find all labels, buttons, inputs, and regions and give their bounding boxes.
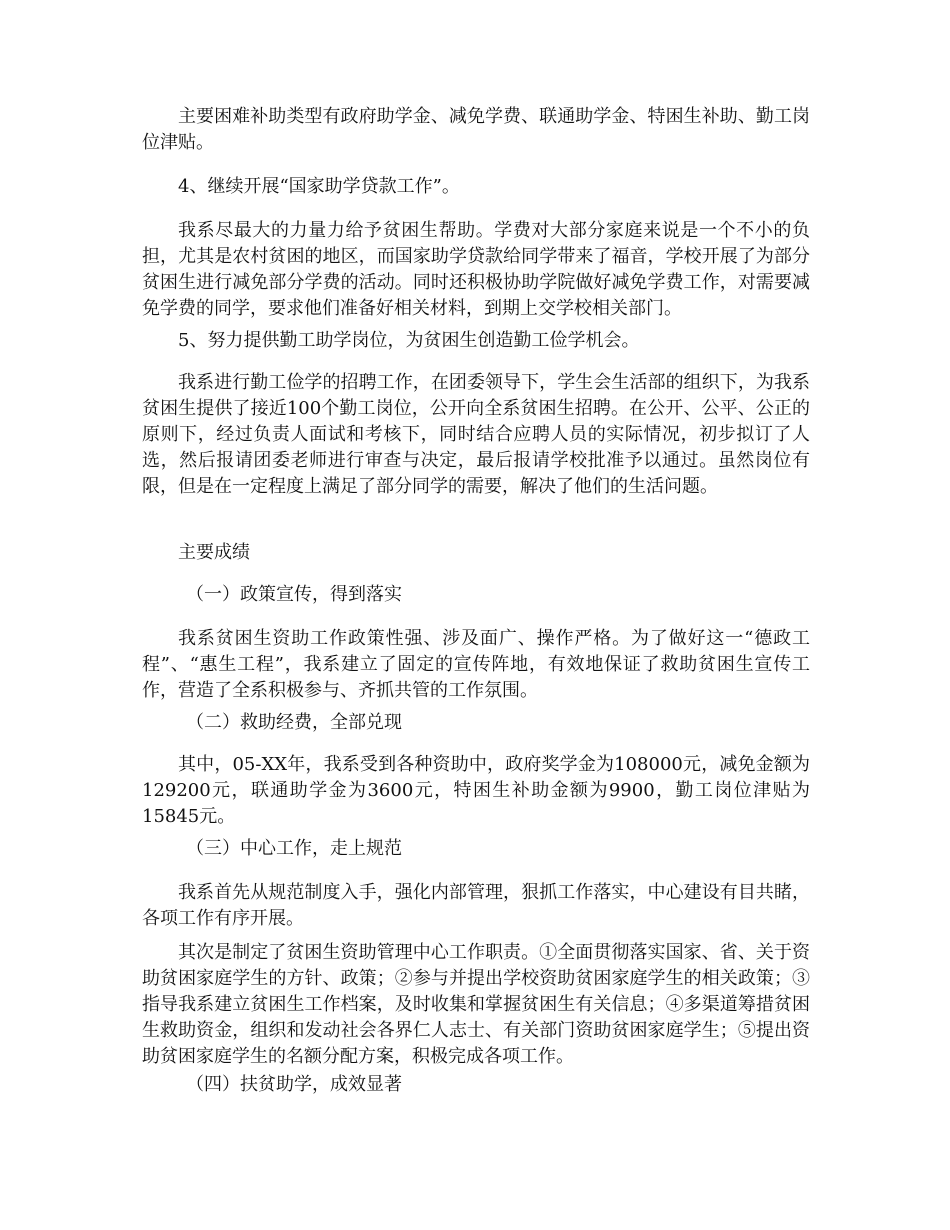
heading-item-4: 4、继续开展“国家助学贷款工作”。 [178, 176, 460, 197]
paragraph-funding-figures: 其中，05-XX年，我系受到各种资助中，政府奖学金为108000元，减免金额为129200元，联通助学金为3600元，特困生补助金额为9900，勤工岗位津贴为15845元。 [142, 754, 810, 827]
heading-section-2: （二）救助经费，全部兑现 [186, 712, 402, 733]
paragraph-loan-work: 我系尽最大的力量力给予贫困生帮助。学费对大部分家庭来说是一个不小的负担，尤其是农村贫困的地区，而国家助学贷款给同学带来了福音，学校开展了为部分贫困生进行减免部分学费的活动。同时还积极协助学院做好减免学费工作，对需要减免学费的同学，要求他们准备好相关材料，到期上交学校相关部门。 [142, 220, 810, 319]
paragraph-standardization: 我系首先从规范制度入手，强化内部管理，狠抓工作落实，中心建设有目共睹，各项工作有序开展。 [142, 882, 810, 929]
paragraph-work-study: 我系进行勤工俭学的招聘工作，在团委领导下，学生会生活部的组织下，为我系贫困生提供了接近100个勤工岗位，公开向全系贫困生招聘。在公开、公平、公正的原则下，经过负责人面试和考核下，同时结合应聘人员的实际情况，初步拟订了人选，然后报请团委老师进行审查与决定，最后报请学校批准予以通过。虽然岗位有限，但是在一定程度上满足了部分同学的需要，解决了他们的生活问题。 [142, 372, 810, 497]
heading-section-1: （一）政策宣传，得到落实 [186, 584, 402, 605]
heading-main-achievements: 主要成绩 [178, 542, 250, 563]
paragraph-policy-publicity: 我系贫困生资助工作政策性强、涉及面广、操作严格。为了做好这一“德政工程”、“惠生工程”，我系建立了固定的宣传阵地，有效地保证了救助贫困生宣传工作，营造了全系积极参与、齐抓共管的工作氛围。 [142, 628, 810, 701]
paragraph-center-duties: 其次是制定了贫困生资助管理中心工作职责。①全面贯彻落实国家、省、关于资助贫困家庭学生的方针、政策；②参与并提出学校资助贫困家庭学生的相关政策；③指导我系建立贫困生工作档案，及时收集和掌握贫困生有关信息；④多渠道筹措贫困生救助资金，组织和发动社会各界仁人志士、有关部门资助贫困家庭学生；⑤提出资助贫困家庭学生的名额分配方案，积极完成各项工作。 [142, 942, 810, 1067]
heading-section-3: （三）中心工作，走上规范 [186, 838, 402, 859]
paragraph-aid-types: 主要困难补助类型有政府助学金、减免学费、联通助学金、特困生补助、勤工岗位津贴。 [142, 106, 810, 153]
heading-section-4: （四）扶贫助学，成效显著 [186, 1074, 402, 1095]
heading-item-5: 5、努力提供勤工助学岗位，为贫困生创造勤工俭学机会。 [178, 330, 640, 351]
